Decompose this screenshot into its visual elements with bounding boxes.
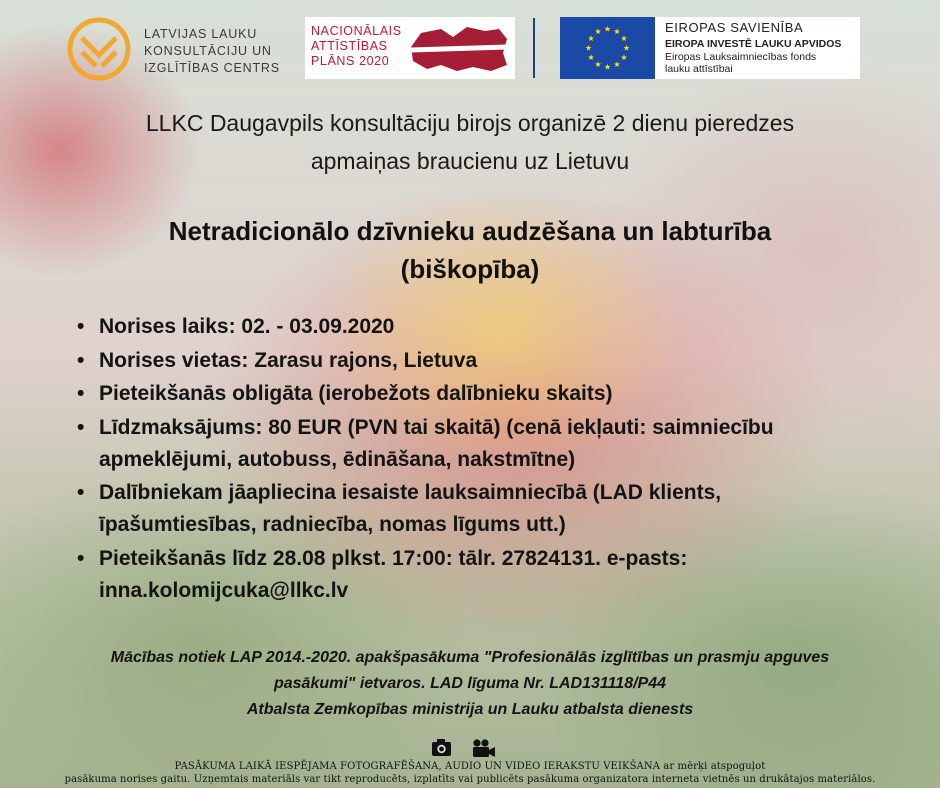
detail-item-registration — [74, 378, 884, 410]
detail-line: Norises vietas: Zarasu rajons, Lietuva — [99, 348, 478, 372]
nap-logo-line: PLĀNS 2020 — [311, 54, 390, 68]
nap-logo-text — [311, 24, 402, 69]
llkc-logo-line: IZGLĪTĪBAS CENTRS — [144, 61, 280, 75]
funding-line: Mācības notiek LAP 2014.-2020. apakšpasākuma "Profesionālās izglītības un prasmju apguves — [110, 649, 830, 666]
eu-subtitle-line: Eiropas Lauksaimniecības fonds — [665, 50, 817, 63]
detail-line: Norises laiks: 02. - 03.09.2020 — [99, 315, 395, 338]
llkc-emblem-icon — [66, 16, 132, 82]
llkc-logo — [66, 16, 282, 82]
nap2020-logo — [305, 17, 515, 79]
llkc-logo-text — [144, 26, 280, 77]
bullet-icon: • — [77, 315, 85, 338]
event-title — [0, 212, 940, 288]
logo-divider — [533, 18, 535, 78]
camera-icon — [432, 739, 451, 756]
eu-title: EIROPAS SAVIENĪBA — [665, 20, 804, 35]
detail-line: Līdzmaksājums: 80 EUR (PVN tai skaitā) (cenā iekļauti: saimniecību — [99, 415, 774, 439]
media-notice — [0, 760, 940, 786]
bullet-icon: • — [77, 481, 85, 504]
detail-line: Pieteikšanās obligāta (ierobežots dalībnieku skaits) — [99, 382, 613, 405]
detail-line: Dalībniekam jāapliecina iesaiste lauksaimniecībā (LAD klients, — [99, 481, 722, 504]
eu-logo — [560, 17, 860, 79]
eu-subtitle-line: lauku attīstībai — [665, 63, 733, 75]
eu-flag-icon — [560, 17, 655, 79]
detail-item-cofinancing — [74, 412, 884, 476]
llkc-logo-line: KONSULTĀCIJU UN — [144, 44, 272, 58]
intro-text — [0, 104, 940, 180]
notice-line: PASĀKUMA LAIKĀ IESPĒJAMA FOTOGRAFĒŠANA, AUDIO UN VIDEO IERAKSTU VEIKŠANA ar mērķi atspoguļot — [174, 761, 766, 772]
detail-item-time — [74, 311, 884, 343]
event-details-list — [74, 311, 884, 608]
funding-line: pasākumi" ietvaros. LAD līguma Nr. LAD131118/P44 — [273, 675, 667, 692]
detail-line: apmeklējumi, autobuss, ēdināšana, nakstmītne) — [99, 447, 576, 471]
eu-subtitle-line: EIROPA INVESTĒ LAUKU APVIDOS — [665, 38, 842, 50]
funding-note — [0, 645, 940, 723]
detail-item-eligibility — [74, 477, 884, 541]
nap-logo-line: NACIONĀLAIS — [311, 24, 402, 38]
event-title-line: (biškopība) — [400, 254, 540, 284]
bullet-icon: • — [77, 415, 85, 439]
eu-subtitle — [665, 38, 841, 76]
bullet-icon: • — [77, 348, 85, 372]
bullet-icon: • — [77, 382, 85, 405]
intro-line: LLKC Daugavpils konsultāciju birojs organizē 2 dienu pieredzes — [145, 110, 795, 136]
contact-email: inna.kolomijcuka@llkc.lv — [99, 578, 349, 602]
latvia-map-icon — [407, 23, 511, 75]
intro-line: apmaiņas braucienu uz Lietuvu — [310, 148, 630, 174]
llkc-logo-line: LATVIJAS LAUKU — [144, 27, 258, 41]
detail-item-contact — [74, 543, 884, 607]
detail-line: īpašumtiesības, radniecība, nomas līgums utt.) — [99, 513, 566, 536]
bullet-icon: • — [77, 546, 85, 570]
funding-line: Atbalsta Zemkopības ministrija un Lauku atbalsta dienests — [246, 701, 694, 718]
media-icons — [431, 738, 501, 758]
detail-line: Pieteikšanās līdz 28.08 plkst. 17:00: tālr. 27824131. e-pasts: — [99, 546, 688, 570]
video-camera-icon — [473, 739, 495, 757]
detail-item-location — [74, 345, 884, 377]
nap-logo-line: ATTĪSTĪBAS — [311, 39, 388, 53]
notice-line: pasākuma norises gaitu. Uzņemtais materiāls var tikt reproducēts, izplatīts vai publicēts pasākuma organizatora interneta vietnēs un drukātajos materiālos. — [64, 774, 876, 785]
event-title-line: Netradicionālo dzīvnieku audzēšana un labturība — [168, 216, 772, 246]
